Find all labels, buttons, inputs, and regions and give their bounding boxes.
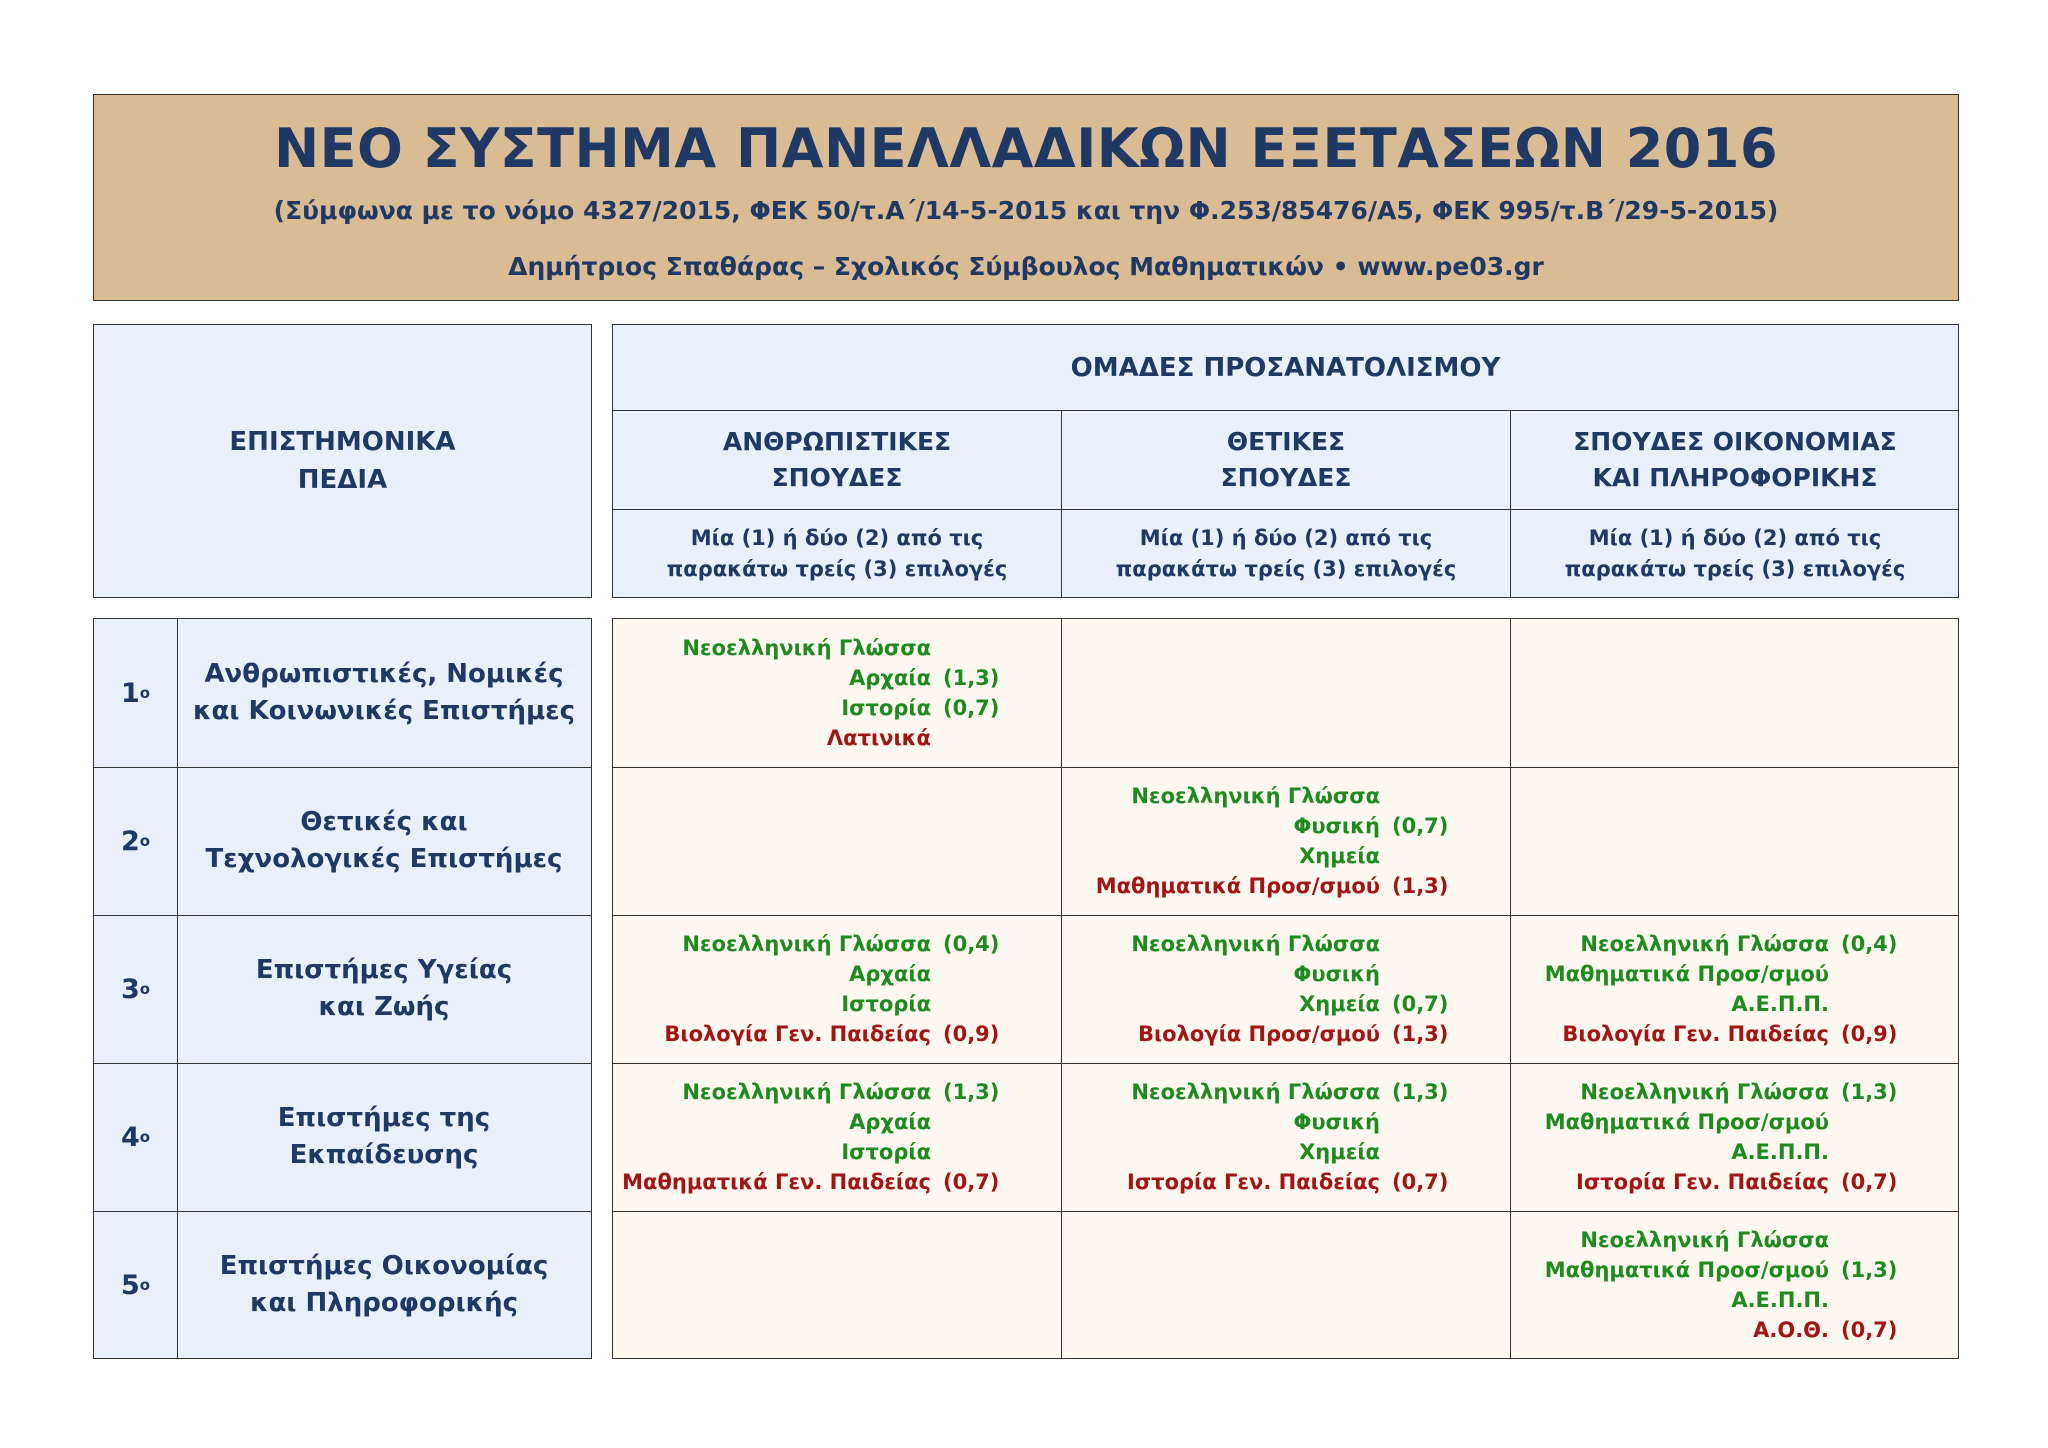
subject-name: Λατινικά — [826, 726, 931, 750]
field-name — [177, 1063, 591, 1211]
subjects-cell — [1511, 915, 1958, 1063]
subject-line — [613, 929, 1062, 959]
page-title: ΝΕΟ ΣΥΣΤΗΜΑ ΠΑΝΕΛΛΑΔΙΚΩΝ ΕΞΕΤΑΣΕΩΝ 2016 — [273, 117, 1779, 180]
subject-name: Νεοελληνική Γλώσσα — [682, 636, 931, 660]
column-economics-line2: ΚΑΙ ΠΛΗΡΟΦΟΡΙΚΗΣ — [1592, 463, 1878, 492]
subject-name: Αρχαία — [849, 962, 931, 986]
subjects-cell — [1062, 619, 1509, 767]
field-number-value: 5 — [120, 1269, 140, 1301]
subjects-table — [612, 618, 1959, 1359]
fields-header-label — [94, 325, 591, 597]
subjects-cell — [613, 619, 1060, 767]
title-banner — [93, 94, 1959, 301]
subject-name: Βιολογία Προσ/σμού — [1137, 1022, 1380, 1046]
subject-weight: (1,3) — [943, 1080, 1000, 1104]
subject-line — [613, 723, 1062, 753]
subject-name: Νεοελληνική Γλώσσα — [682, 1080, 931, 1104]
subject-weight: (0,7) — [1841, 1318, 1898, 1342]
subject-line — [613, 1077, 1062, 1107]
subject-weight: (0,7) — [1392, 992, 1449, 1016]
subjects-cell — [1511, 767, 1958, 915]
author-line: Δημήτριος Σπαθάρας – Σχολικός Σύμβουλος Μαθηματικών • www.pe03.gr — [508, 252, 1544, 281]
subject-name: Νεοελληνική Γλώσσα — [1580, 1080, 1829, 1104]
subject-line — [1062, 1077, 1511, 1107]
subject-name: Μαθηματικά Προσ/σμού — [1544, 1258, 1829, 1282]
subject-line — [1062, 871, 1511, 901]
choice-line1: Μία (1) ή δύο (2) από τις — [1588, 526, 1882, 550]
field-name — [177, 619, 591, 767]
subject-name: Χημεία — [1299, 992, 1380, 1016]
subject-name: Μαθηματικά Προσ/σμού — [1544, 962, 1829, 986]
column-sciences-line1: ΘΕΤΙΚΕΣ — [1226, 427, 1346, 456]
subject-weight: (0,4) — [943, 932, 1000, 956]
page-subtitle: (Σύμφωνα με το νόμο 4327/2015, ΦΕΚ 50/τ.Α΄/14-5-2015 και την Φ.253/85476/Α5, ΦΕΚ 995/τ.Β΄/29-5-2015) — [273, 196, 1779, 225]
columns-divider — [613, 509, 1958, 510]
subjects-cell — [1511, 1211, 1958, 1359]
field-name-line2: και Ζωής — [318, 992, 450, 1022]
subject-line — [1062, 781, 1511, 811]
field-number-suffix: ο — [139, 980, 151, 998]
field-name-line1: Επιστήμες Υγείας — [255, 955, 513, 985]
field-number-suffix: ο — [139, 832, 151, 850]
subject-line — [1511, 1019, 1960, 1049]
column-humanities-line2: ΣΠΟΥΔΕΣ — [771, 463, 903, 492]
subject-weight: (0,7) — [1841, 1170, 1898, 1194]
subject-weight: (0,9) — [1841, 1022, 1898, 1046]
field-name-line1: Θετικές και — [300, 807, 468, 837]
subject-name: Ιστορία — [841, 1140, 931, 1164]
subject-name: Α.Ο.Θ. — [1753, 1318, 1829, 1342]
subject-name: Φυσική — [1293, 814, 1380, 838]
subject-line — [613, 1137, 1062, 1167]
subject-name: Ιστορία — [841, 696, 931, 720]
subjects-cell — [1062, 915, 1509, 1063]
subject-line — [1511, 989, 1960, 1019]
subject-line — [613, 989, 1062, 1019]
fields-header-line2: ΠΕΔΙΑ — [297, 465, 388, 495]
subject-weight: (1,3) — [1841, 1258, 1898, 1282]
field-number-suffix: ο — [139, 684, 151, 702]
subject-name: Ιστορία — [841, 992, 931, 1016]
field-number-value: 4 — [120, 1121, 140, 1153]
subject-weight: (0,4) — [1841, 932, 1898, 956]
subject-line — [1511, 1315, 1960, 1345]
subject-line — [1062, 929, 1511, 959]
subjects-cell — [613, 1211, 1060, 1359]
column-sciences-label — [1062, 411, 1510, 509]
subject-line — [1062, 1167, 1511, 1197]
groups-header-box — [612, 324, 1959, 598]
field-name-line2: και Πληροφορικής — [249, 1288, 519, 1318]
column-economics-choice — [1511, 511, 1959, 597]
subject-name: Αρχαία — [849, 666, 931, 690]
column-sciences-line2: ΣΠΟΥΔΕΣ — [1220, 463, 1352, 492]
subject-name: Ιστορία Γεν. Παιδείας — [1127, 1170, 1380, 1194]
field-number-suffix: ο — [139, 1276, 151, 1294]
column-economics-line1: ΣΠΟΥΔΕΣ ΟΙΚΟΝΟΜΙΑΣ — [1573, 427, 1897, 456]
subject-weight: (0,7) — [943, 696, 1000, 720]
subjects-cell — [1062, 1063, 1509, 1211]
subject-weight: (1,3) — [1841, 1080, 1898, 1104]
subject-line — [613, 1167, 1062, 1197]
field-name — [177, 767, 591, 915]
fields-header-box — [93, 324, 592, 598]
subject-name: Νεοελληνική Γλώσσα — [1131, 784, 1380, 808]
subject-line — [1511, 929, 1960, 959]
field-name — [177, 1211, 591, 1359]
field-number — [94, 1211, 177, 1359]
field-name-line2: και Κοινωνικές Επιστήμες — [192, 696, 576, 726]
field-number — [94, 915, 177, 1063]
field-number — [94, 767, 177, 915]
subject-weight: (1,3) — [1392, 1022, 1449, 1046]
subject-line — [613, 959, 1062, 989]
choice-line1: Μία (1) ή δύο (2) από τις — [1139, 526, 1433, 550]
subject-name: Ιστορία Γεν. Παιδείας — [1576, 1170, 1829, 1194]
column-economics-label — [1511, 411, 1959, 509]
subject-line — [1511, 1225, 1960, 1255]
field-name — [177, 915, 591, 1063]
subject-line — [1511, 1107, 1960, 1137]
subject-name: Νεοελληνική Γλώσσα — [1580, 1228, 1829, 1252]
subject-line — [1062, 841, 1511, 871]
subject-name: Α.Ε.Π.Π. — [1731, 992, 1829, 1016]
subjects-cell — [613, 767, 1060, 915]
subjects-cell — [1062, 767, 1509, 915]
subjects-cell — [613, 915, 1060, 1063]
subject-name: Νεοελληνική Γλώσσα — [1131, 1080, 1380, 1104]
subject-weight: (0,7) — [1392, 814, 1449, 838]
subjects-cell — [1511, 1063, 1958, 1211]
subject-name: Μαθηματικά Προσ/σμού — [1544, 1110, 1829, 1134]
subject-line — [1062, 989, 1511, 1019]
field-name-line1: Επιστήμες της — [277, 1103, 491, 1133]
field-name-line2: Εκπαίδευσης — [289, 1140, 479, 1170]
subject-name: Α.Ε.Π.Π. — [1731, 1140, 1829, 1164]
field-name-line1: Επιστήμες Οικονομίας — [219, 1251, 549, 1281]
subject-line — [1062, 1107, 1511, 1137]
subject-line — [1062, 1137, 1511, 1167]
subject-name: Νεοελληνική Γλώσσα — [682, 932, 931, 956]
subject-line — [1511, 1255, 1960, 1285]
subject-weight: (1,3) — [943, 666, 1000, 690]
subject-line — [1511, 1137, 1960, 1167]
choice-line1: Μία (1) ή δύο (2) από τις — [690, 526, 984, 550]
field-number-value: 2 — [120, 825, 140, 857]
subject-line — [1511, 959, 1960, 989]
subject-name: Χημεία — [1299, 844, 1380, 868]
subjects-cell — [613, 1063, 1060, 1211]
subject-name: Α.Ε.Π.Π. — [1731, 1288, 1829, 1312]
subject-line — [1062, 959, 1511, 989]
choice-line2: παρακάτω τρείς (3) επιλογές — [1115, 557, 1457, 581]
fields-table — [93, 618, 592, 1359]
subject-name: Αρχαία — [849, 1110, 931, 1134]
subject-name: Νεοελληνική Γλώσσα — [1580, 932, 1829, 956]
subject-line — [1511, 1167, 1960, 1197]
field-number — [94, 1063, 177, 1211]
subject-name: Φυσική — [1293, 1110, 1380, 1134]
subject-name: Φυσική — [1293, 962, 1380, 986]
field-number-value: 3 — [120, 973, 140, 1005]
subject-name: Βιολογία Γεν. Παιδείας — [1562, 1022, 1829, 1046]
subjects-cell — [1062, 1211, 1509, 1359]
subject-line — [1062, 811, 1511, 841]
subjects-cell — [1511, 619, 1958, 767]
column-humanities-choice — [613, 511, 1061, 597]
field-name-line2: Τεχνολογικές Επιστήμες — [205, 844, 563, 874]
subject-weight: (0,7) — [1392, 1170, 1449, 1194]
subject-line — [1062, 1019, 1511, 1049]
subject-line — [1511, 1285, 1960, 1315]
choice-line2: παρακάτω τρείς (3) επιλογές — [1564, 557, 1906, 581]
groups-header-label: ΟΜΑΔΕΣ ΠΡΟΣΑΝΑΤΟΛΙΣΜΟΥ — [1070, 352, 1501, 383]
subject-name: Χημεία — [1299, 1140, 1380, 1164]
subject-name: Νεοελληνική Γλώσσα — [1131, 932, 1380, 956]
field-number-suffix: ο — [139, 1128, 151, 1146]
subject-line — [613, 1019, 1062, 1049]
choice-line2: παρακάτω τρείς (3) επιλογές — [666, 557, 1008, 581]
subject-line — [613, 633, 1062, 663]
subject-name: Μαθηματικά Προσ/σμού — [1095, 874, 1380, 898]
subject-name: Μαθηματικά Γεν. Παιδείας — [622, 1170, 931, 1194]
field-number — [94, 619, 177, 767]
field-number-value: 1 — [120, 677, 140, 709]
column-sciences-choice — [1062, 511, 1510, 597]
subject-line — [613, 693, 1062, 723]
column-humanities-line1: ΑΝΘΡΩΠΙΣΤΙΚΕΣ — [722, 427, 952, 456]
subject-line — [613, 1107, 1062, 1137]
subject-line — [613, 663, 1062, 693]
fields-header-line1: ΕΠΙΣΤΗΜΟΝΙΚΑ — [229, 427, 456, 457]
subject-weight: (1,3) — [1392, 1080, 1449, 1104]
subject-weight: (0,7) — [943, 1170, 1000, 1194]
subject-line — [1511, 1077, 1960, 1107]
subject-weight: (1,3) — [1392, 874, 1449, 898]
field-name-line1: Ανθρωπιστικές, Νομικές — [204, 659, 564, 689]
column-humanities-label — [613, 411, 1061, 509]
subject-weight: (0,9) — [943, 1022, 1000, 1046]
subject-name: Βιολογία Γεν. Παιδείας — [664, 1022, 931, 1046]
